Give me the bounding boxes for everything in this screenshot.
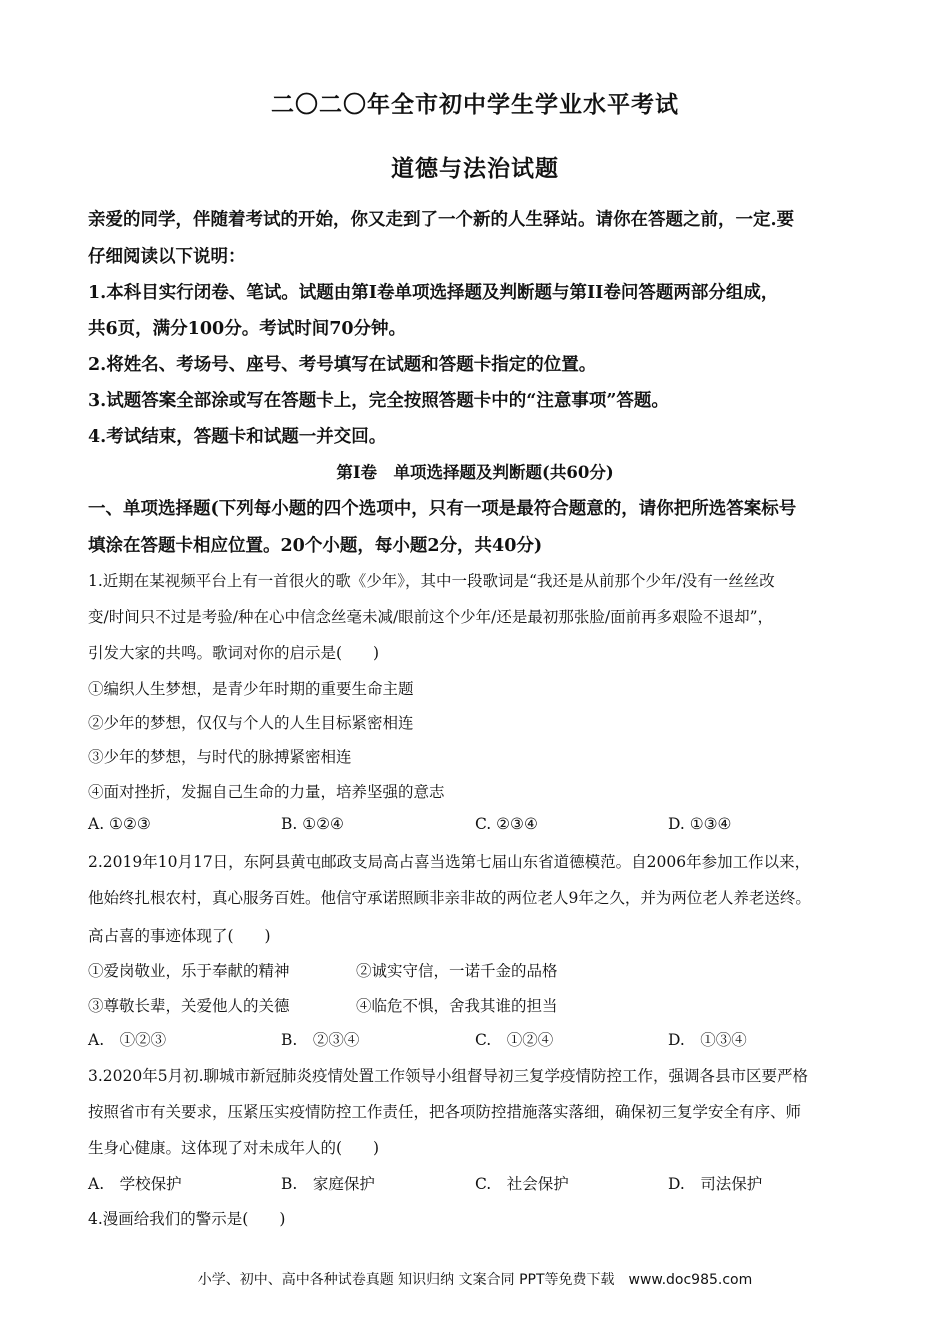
page-footer: 小学、初中、高中各种试卷真题 知识归纳 文案合同 PPT等免费下载 www.doc985.com: [197, 1272, 753, 1288]
instruction-item: 1.本科目实行闭卷、笔试。试题由第Ⅰ卷单项选择题及判断题与第II卷问答题两部分组成，: [88, 283, 779, 303]
question-3-text: 3.2020年5月初.聊城市新冠肺炎疫情处置工作领导小组督导初三复学疫情防控工作，强调各县市区要严格: [88, 1067, 809, 1085]
question-2-statement-row: [88, 994, 888, 1016]
exam-title: 二〇二〇年全市初中学生学业水平考试: [271, 91, 679, 118]
option-d: D. ①③④: [668, 815, 732, 833]
question-1-text: 引发大家的共鸣。歌词对你的启示是( ): [88, 644, 380, 662]
option-b: B. 家庭保护: [281, 1175, 375, 1193]
intro-line: 仔细阅读以下说明：: [88, 247, 246, 267]
part-instructions: 一、单项选择题(下列每小题的四个选项中，只有一项是最符合题意的，请你把所选答案标号: [88, 499, 797, 519]
instruction-item: 4.考试结束，答题卡和试题一并交回。: [88, 427, 387, 447]
question-4-text: 4.漫画给我们的警示是( ): [88, 1210, 286, 1228]
question-1-text: 变/时间只不过是考验/种在心中信念丝毫未减/眼前这个少年/还是最初那张脸/面前再多艰险不退却”，: [88, 608, 774, 626]
option-c: C. ②③④: [475, 815, 538, 833]
option-b: B. ①②④: [281, 815, 344, 833]
question-3-text: 生身心健康。这体现了对未成年人的( ): [88, 1139, 380, 1157]
option-a: A. ①②③: [88, 1031, 167, 1049]
instruction-item: 共6页，满分100分。考试时间70分钟。: [88, 319, 407, 339]
option-a: A. ①②③: [88, 815, 151, 833]
question-1-text: 1.近期在某视频平台上有一首很火的歌《少年》，其中一段歌词是“我还是从前那个少年/没有一丝丝改: [88, 572, 775, 590]
option-d: D. 司法保护: [668, 1175, 763, 1193]
instruction-item: 2.将姓名、考场号、座号、考号填写在试题和答题卡指定的位置。: [88, 355, 597, 375]
intro-line: 亲爱的同学，伴随着考试的开始，你又走到了一个新的人生驿站。请你在答题之前，一定.要: [88, 210, 795, 230]
question-1-statement: ③少年的梦想，与时代的脉搏紧密相连: [88, 748, 352, 766]
question-2-statement-row: [88, 959, 888, 981]
option-a: A. 学校保护: [88, 1175, 182, 1193]
instruction-item: 3.试题答案全部涂或写在答题卡上，完全按照答题卡中的“注意事项”答题。: [88, 391, 669, 411]
question-1-statement: ④面对挫折，发掘自己生命的力量，培养坚强的意志: [88, 783, 445, 801]
exam-subtitle: 道德与法治试题: [391, 155, 559, 182]
option-d: D. ①③④: [668, 1031, 747, 1049]
question-2-statement: ②诚实守信，一诺千金的品格: [356, 962, 558, 980]
question-2-text: 他始终扎根农村，真心服务百姓。他信守承诺照顾非亲非故的两位老人9年之久，并为两位老人养老送终。: [88, 889, 811, 907]
question-2-text: 高占喜的事迹体现了( ): [88, 927, 271, 945]
question-3-text: 按照省市有关要求，压紧压实疫情防控工作责任，把各项防控措施落实落细，确保初三复学安全有序、师: [88, 1103, 802, 1121]
question-1-statement: ①编织人生梦想，是青少年时期的重要生命主题: [88, 680, 414, 698]
part-instructions: 填涂在答题卡相应位置。20个小题，每小题2分，共40分): [88, 536, 543, 556]
question-2-statement: ①爱岗敬业，乐于奉献的精神: [88, 962, 290, 980]
question-1-statement: ②少年的梦想，仅仅与个人的人生目标紧密相连: [88, 714, 414, 732]
option-c: C. 社会保护: [475, 1175, 569, 1193]
question-2-text: 2.2019年10月17日，东阿县黄屯邮政支局高占喜当选第七届山东省道德模范。自2006年参加工作以来，: [88, 853, 811, 871]
question-2-statement: ④临危不惧，舍我其谁的担当: [356, 997, 558, 1015]
question-2-statement: ③尊敬长辈，关爱他人的关德: [88, 997, 290, 1015]
section-heading: 第Ⅰ卷 单项选择题及判断题(共60分): [336, 463, 614, 482]
option-b: B. ②③④: [281, 1031, 360, 1049]
option-c: C. ①②④: [475, 1031, 554, 1049]
